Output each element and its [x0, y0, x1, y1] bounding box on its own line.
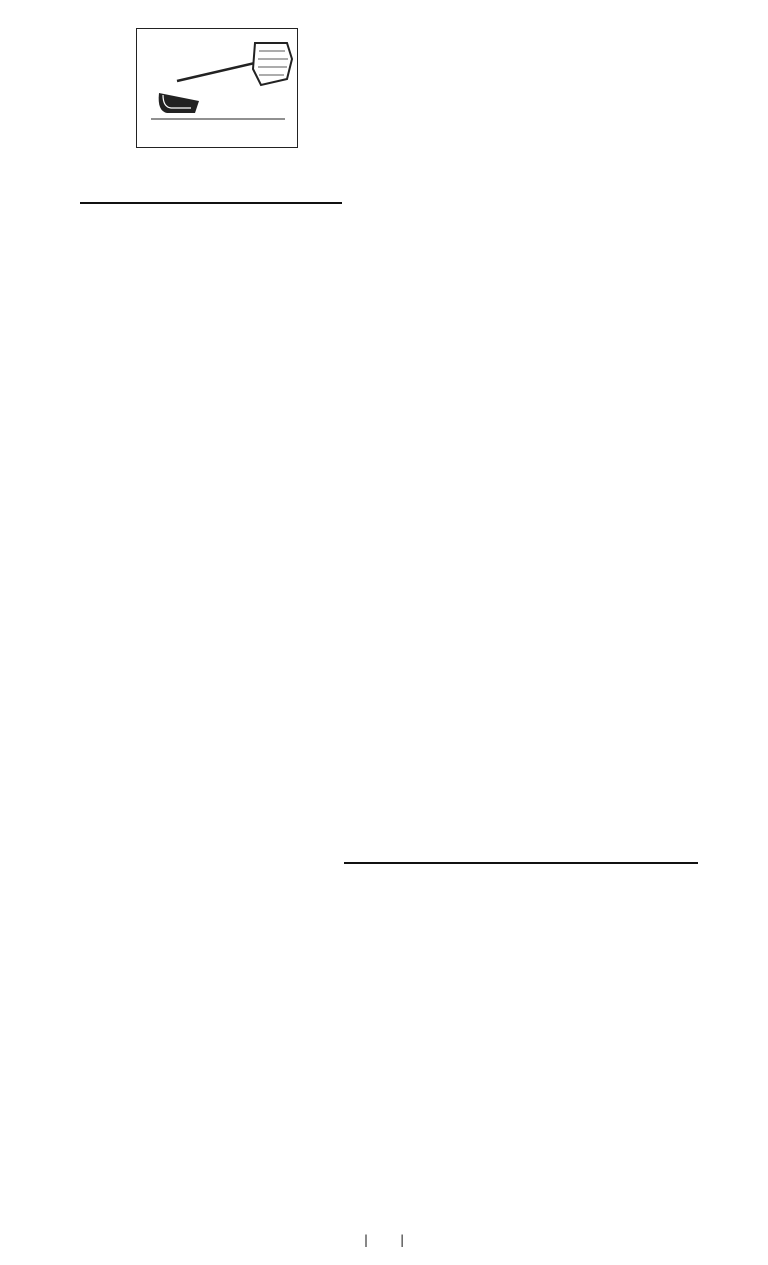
footer: | |: [347, 1233, 421, 1247]
pizza-peel-icon: [137, 29, 299, 149]
create-your-own-rule: [344, 862, 698, 864]
house-pies-rule: [80, 202, 342, 204]
restaurant-logo: [136, 28, 298, 148]
